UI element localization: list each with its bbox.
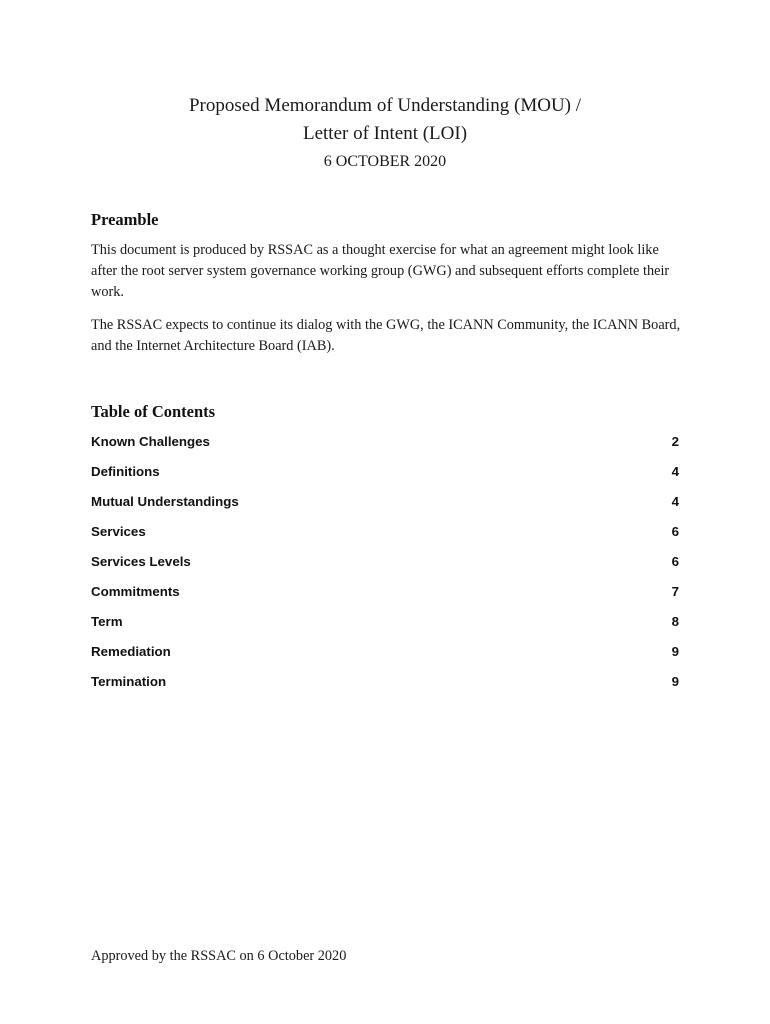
title-block bbox=[0, 92, 770, 175]
toc-item-label: Definitions bbox=[91, 463, 160, 479]
toc-item-services-levels[interactable] bbox=[91, 552, 681, 582]
toc-item-label: Mutual Understandings bbox=[91, 493, 239, 509]
document-title-line-2: Letter of Intent (LOI) bbox=[302, 123, 468, 144]
toc-item-page: 9 bbox=[671, 673, 679, 689]
toc-item-label: Term bbox=[91, 613, 123, 629]
toc-item-page: 6 bbox=[671, 523, 679, 539]
preamble-paragraph-2: The RSSAC expects to continue its dialog with the GWG, the ICANN Community, the ICANN Board, and the Internet Architecture Board (IAB). bbox=[91, 317, 681, 354]
toc-item-termination[interactable] bbox=[91, 672, 681, 702]
toc-item-term[interactable] bbox=[91, 612, 681, 642]
toc-item-page: 6 bbox=[671, 553, 679, 569]
toc-item-page: 4 bbox=[671, 463, 679, 479]
document-title-line-1: Proposed Memorandum of Understanding (MOU) / bbox=[188, 95, 582, 116]
toc-item-commitments[interactable] bbox=[91, 582, 681, 612]
preamble-paragraph-1: This document is produced by RSSAC as a thought exercise for what an agreement might look like after the root server system governance working group (GWG) and subsequent efforts complete their work. bbox=[91, 242, 670, 300]
toc-item-label: Services Levels bbox=[91, 553, 191, 569]
toc-item-known-challenges[interactable] bbox=[91, 432, 681, 462]
document-date: 6 OCTOBER 2020 bbox=[323, 153, 447, 170]
approval-footer: Approved by the RSSAC on 6 October 2020 bbox=[91, 948, 347, 964]
toc-item-label: Services bbox=[91, 523, 146, 539]
toc-item-definitions[interactable] bbox=[91, 462, 681, 492]
toc-item-page: 4 bbox=[671, 493, 679, 509]
toc-item-page: 2 bbox=[671, 433, 679, 449]
toc-item-page: 8 bbox=[671, 613, 679, 629]
toc-item-label: Known Challenges bbox=[91, 433, 210, 449]
toc-item-page: 9 bbox=[671, 643, 679, 659]
toc-heading: Table of Contents bbox=[91, 402, 216, 421]
toc-item-label: Remediation bbox=[91, 643, 171, 659]
toc-item-mutual-understandings[interactable] bbox=[91, 492, 681, 522]
toc-item-label: Termination bbox=[91, 673, 167, 689]
toc-item-label: Commitments bbox=[91, 583, 180, 599]
toc-item-remediation[interactable] bbox=[91, 642, 681, 672]
table-of-contents bbox=[91, 432, 681, 702]
toc-item-page: 7 bbox=[671, 583, 679, 599]
preamble-heading: Preamble bbox=[91, 210, 159, 229]
toc-item-services[interactable] bbox=[91, 522, 681, 552]
